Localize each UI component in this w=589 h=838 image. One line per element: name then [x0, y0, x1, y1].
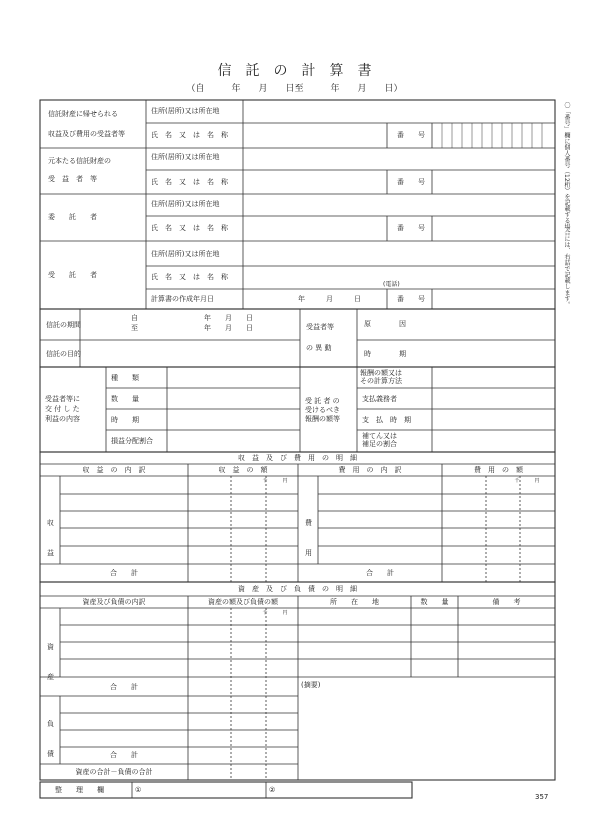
benefit-row-ratio: 損益分配割合 [111, 437, 153, 445]
income-section-heading: 収 益 及 び 費 用 の 明 細 [238, 454, 357, 462]
beneficiary-income-label-1: 信託財産に帰せられる [48, 110, 118, 118]
page-number: 357 [535, 793, 549, 801]
col-location: 所 在 地 [330, 598, 379, 606]
name-label: 氏 名 又 は 名 称 [151, 178, 228, 186]
col-income-desc: 収 益 の 内 訳 [82, 466, 146, 474]
trustee-label: 受 託 者 [48, 271, 97, 279]
benefit-group-label-1: 受益者等に [45, 395, 80, 403]
footer-label: 整 理 欄 [55, 786, 104, 794]
beneficiary-principal-label-1: 元本たる信託財産の [48, 157, 111, 165]
period-to: 至 [131, 324, 138, 332]
asset-side-label: 資 産 [47, 643, 54, 681]
benefit-row-type: 種 類 [111, 374, 139, 382]
footer-circle-1: ① [135, 786, 142, 794]
benefit-row-quantity: 数 量 [111, 395, 139, 403]
trust-period-label: 信託の期間 [46, 321, 81, 329]
col-asset-desc: 資産及び負債の内訳 [82, 598, 146, 606]
col-quantity: 数 量 [420, 598, 449, 606]
expense-unit: 千 円 [514, 478, 540, 484]
income-side-label: 収 益 [47, 519, 54, 557]
beneficiary-principal-label-2: 受 益 者 等 [48, 175, 97, 183]
reward-label-1: 受 託 者 の [305, 397, 340, 405]
reward-row-supplement: 補てん又は 補足の割合 [362, 432, 397, 448]
name-label: 氏 名 又 は 名 称 [151, 224, 228, 232]
address-label: 住所(居所)又は所在地 [151, 107, 220, 115]
asset-section-heading: 資 産 及 び 負 債 の 明 細 [238, 585, 357, 593]
benefit-group-label-2: 交 付 し た [45, 405, 80, 413]
trust-purpose-label: 信託の目的 [46, 350, 81, 358]
change-label-1: 受益者等 [306, 323, 334, 331]
col-remarks: 備 考 [492, 598, 521, 606]
name-label: 氏 名 又 は 名 称 [151, 273, 228, 281]
footer-circle-2: ② [269, 786, 276, 794]
expense-side-label: 費 用 [305, 519, 312, 557]
summary-label: (摘要) [301, 681, 321, 689]
income-total: 合 計 [110, 569, 138, 577]
address-label: 住所(居所)又は所在地 [151, 250, 220, 258]
number-label: 番 号 [397, 295, 425, 303]
liability-side-label: 負 債 [47, 720, 54, 758]
number-label: 番 号 [397, 131, 425, 139]
address-label: 住所(居所)又は所在地 [151, 200, 220, 208]
col-expense-amount: 費 用 の 額 [474, 466, 523, 474]
reward-row-paytime: 支 払 時 期 [362, 416, 411, 424]
col-asset-amount: 資産の額及び負債の額 [208, 598, 278, 606]
liability-total: 合 計 [110, 751, 138, 759]
name-label: 氏 名 又 は 名 称 [151, 131, 228, 139]
reward-row-amount: 報酬の額又は その計算方法 [360, 369, 402, 385]
side-note: 〇「番号」欄に個人番号（12桁）を記載する場合には、右詰で記載します。 [563, 102, 570, 308]
period-to-date: 年 月 日 [204, 324, 253, 332]
col-expense-desc: 費 用 の 内 訳 [338, 466, 402, 474]
asset-unit: 千 円 [262, 610, 288, 616]
period-from-date: 年 月 日 [204, 314, 253, 322]
change-label-2: の 異 動 [306, 344, 332, 352]
cause-label: 原 因 [364, 320, 406, 328]
beneficiary-income-label-2: 収益及び費用の受益者等 [48, 130, 125, 138]
number-label: 番 号 [397, 178, 425, 186]
form-title: 信 託 の 計 算 書 [217, 63, 372, 79]
asset-total: 合 計 [110, 683, 138, 691]
period-line: （自 年 月 日至 年 月 日） [186, 84, 403, 94]
created-date-label: 計算書の作成年月日 [151, 295, 214, 303]
reward-label-3: 報酬の額等 [305, 415, 340, 423]
phone-label: (電話) [383, 281, 400, 288]
benefit-row-time: 時 期 [111, 416, 139, 424]
period-from: 自 [131, 314, 138, 322]
number-label: 番 号 [397, 224, 425, 232]
income-unit: 千 円 [262, 478, 288, 484]
net-total-label: 資産の合計－負債の合計 [75, 768, 153, 776]
benefit-group-label-3: 利益の内容 [45, 415, 80, 423]
expense-total: 合 計 [366, 569, 394, 577]
trustor-label: 委 託 者 [48, 213, 97, 221]
col-income-amount: 収 益 の 額 [218, 466, 268, 474]
address-label: 住所(居所)又は所在地 [151, 153, 220, 161]
reward-label-2: 受けるべき [305, 406, 340, 414]
created-date-placeholder: 年 月 日 [298, 295, 361, 303]
reward-row-payer: 支払義務者 [362, 395, 397, 403]
time-label: 時 期 [364, 350, 406, 358]
